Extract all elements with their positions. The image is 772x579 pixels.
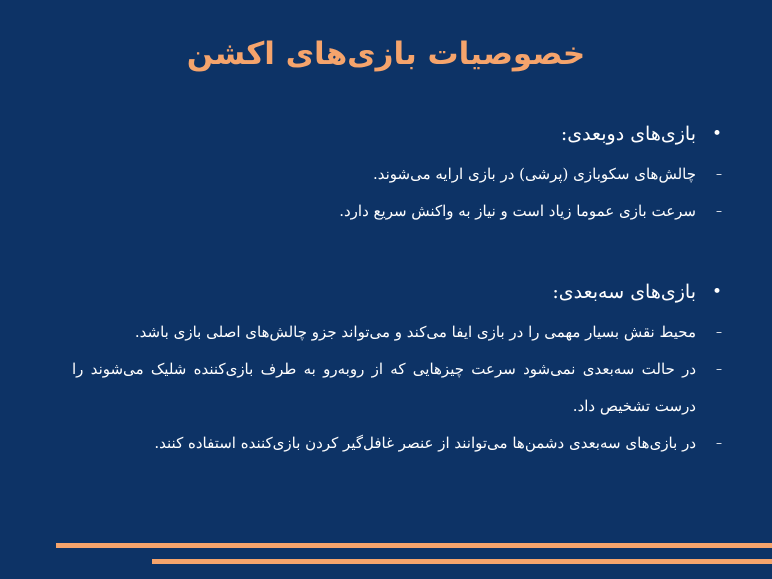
section-3d xyxy=(72,278,722,462)
list-item-text: چالش‌های سکوبازی (پرشی) در بازی ارایه می‌شوند. xyxy=(372,165,696,183)
dash-icon: – xyxy=(716,362,722,376)
sub-list xyxy=(72,156,722,230)
list-item-text: در بازی‌های سه‌بعدی دشمن‌ها می‌توانند از عنصر غافل‌گیر کردن بازی‌کننده استفاده کنند. xyxy=(154,434,696,452)
section-heading xyxy=(72,278,722,306)
slide-content xyxy=(72,120,722,462)
list-item xyxy=(72,156,722,193)
list-item-text: محیط نقش بسیار مهمی را در بازی ایفا می‌کند و می‌تواند جزو چالش‌های اصلی بازی باشد. xyxy=(134,323,696,341)
list-item-text: در حالت سه‌بعدی نمی‌شود سرعت چیزهایی که از روبه‌رو به طرف بازی‌کننده شلیک می‌شوند را درست تشخیص داد. xyxy=(72,360,696,415)
section-heading-text: بازی‌های سه‌بعدی: xyxy=(552,281,696,303)
section-heading-text: بازی‌های دوبعدی: xyxy=(560,123,696,145)
section-2d xyxy=(72,120,722,230)
list-item xyxy=(72,351,722,425)
section-heading xyxy=(72,120,722,148)
dash-icon: – xyxy=(716,204,722,218)
bullet-icon: • xyxy=(711,282,722,302)
dash-icon: – xyxy=(716,167,722,181)
list-item-text: سرعت بازی عموما زیاد است و نیاز به واکنش سریع دارد. xyxy=(339,202,696,220)
list-item xyxy=(72,314,722,351)
list-item xyxy=(72,193,722,230)
sub-list xyxy=(72,314,722,462)
accent-bar-top xyxy=(56,543,772,548)
accent-bar-bottom xyxy=(152,559,772,564)
list-item xyxy=(72,425,722,462)
dash-icon: – xyxy=(716,436,722,450)
slide-title: خصوصیات بازی‌های اکشن xyxy=(186,36,586,72)
dash-icon: – xyxy=(716,325,722,339)
bullet-icon: • xyxy=(711,124,722,144)
